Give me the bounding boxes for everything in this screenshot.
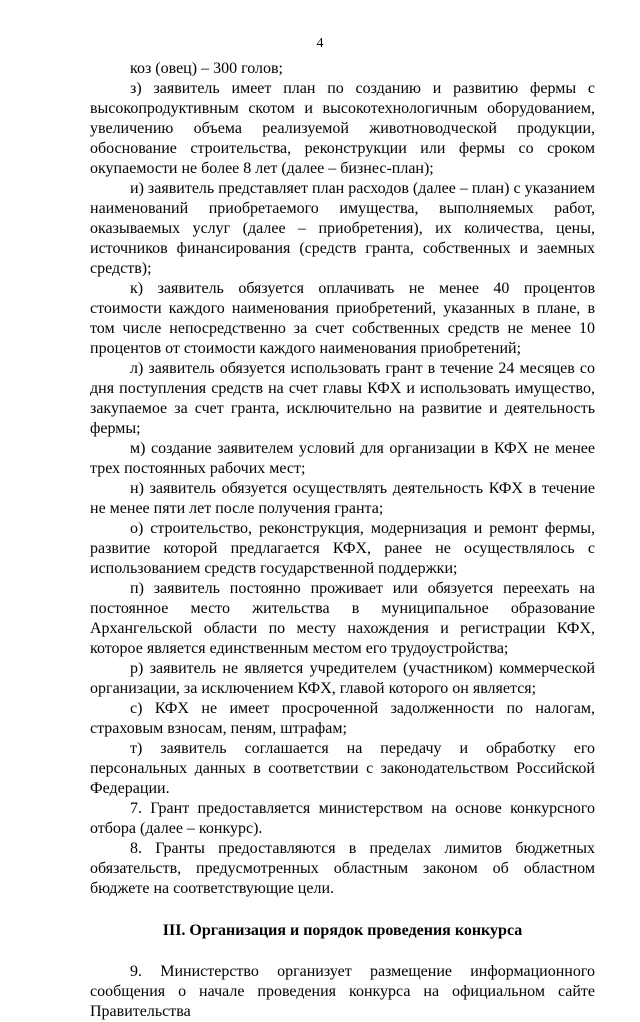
paragraph-k-co-financing: к) заявитель обязуется оплачивать не менее 40 процентов стоимости каждого наименования приобретений, указанных в плане, в том числе непосредственно за счет собственных средств не менее 10 процентов от стоимости каждого наименования приобретений; — [90, 280, 595, 357]
paragraph-z-business-plan: з) заявитель имеет план по созданию и развитию фермы с высокопродуктивным скотом и высокотехнологичным оборудованием, увеличению объема реализуемой животноводческой продукции, обоснование строительства, реконструкции или фермы со сроком окупаемости не более 8 лет (далее – бизнес-план); — [90, 80, 595, 177]
paragraph-r-founder: р) заявитель не является учредителем (участником) коммерческой организации, за исключением КФХ, главой которого он является; — [90, 660, 595, 697]
paragraph-item-8: 8. Гранты предоставляются в пределах лимитов бюджетных обязательств, предусмотренных областным законом об областном бюджете на соответствующие цели. — [90, 840, 595, 897]
paragraph-t-personal-data: т) заявитель соглашается на передачу и обработку его персональных данных в соответствии с законодательством Российской Федерации. — [90, 740, 595, 797]
paragraph-o-construction: о) строительство, реконструкция, модернизация и ремонт фермы, развитие которой предлагается КФХ, ранее не осуществлялось с использованием средств государственной поддержки; — [90, 520, 595, 577]
paragraph-s-no-debt: с) КФХ не имеет просроченной задолженности по налогам, страховым взносам, пеням, штрафам; — [90, 700, 595, 737]
page-number: 4 — [316, 36, 324, 51]
paragraph-l-grant-usage: л) заявитель обязуется использовать грант в течение 24 месяцев со дня поступления средств на счет главы КФХ и использовать имущество, закупаемое за счет гранта, исключительно на развитие и деятельность фермы; — [90, 360, 595, 437]
paragraph-item-9: 9. Министерство организует размещение информационного сообщения о начале проведения конкурса на официальном сайте Правительства — [90, 963, 595, 1020]
paragraph-p-residence: п) заявитель постоянно проживает или обязуется переехать на постоянное место жительства в муниципальное образование Архангельской области по месту нахождения и регистрации КФХ, которое является единственным местом его трудоустройства; — [90, 580, 595, 657]
section-heading: III. Организация и порядок проведения конкурса — [162, 922, 523, 939]
paragraph-m-jobs: м) создание заявителем условий для организации в КФХ не менее трех постоянных рабочих мест; — [90, 440, 595, 477]
paragraph-n-activity-period: н) заявитель обязуется осуществлять деятельность КФХ в течение не менее пяти лет после получения гранта; — [90, 480, 595, 517]
paragraph-i-expense-plan: и) заявитель представляет план расходов (далее – план) с указанием наименований приобретаемого имущества, выполняемых работ, оказываемых услуг (далее – приобретения), их количества, цены, источников финансирования (средств гранта, собственных и заемных средств); — [90, 180, 595, 277]
paragraph-item-7: 7. Грант предоставляется министерством на основе конкурсного отбора (далее – конкурс). — [90, 800, 595, 837]
paragraph-goats-count: коз (овец) – 300 голов; — [130, 60, 283, 77]
document-body — [90, 59, 595, 1022]
